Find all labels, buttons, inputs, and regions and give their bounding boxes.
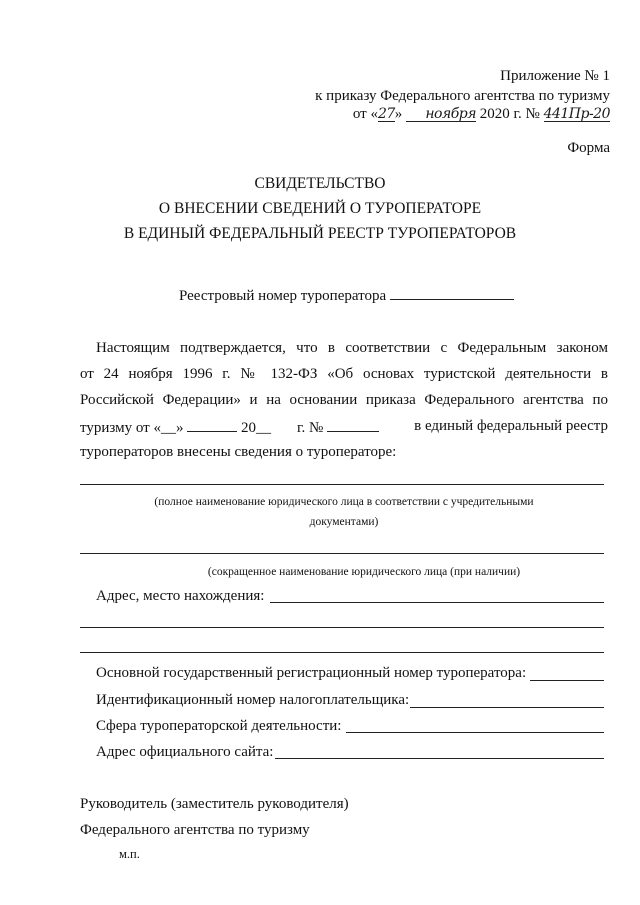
ogrn-field[interactable] xyxy=(530,680,604,681)
registry-number-row xyxy=(179,286,514,305)
address-label: Адрес, место нахождения: xyxy=(96,588,265,604)
order-year-blank[interactable]: __ xyxy=(255,420,271,436)
order-day-blank[interactable]: __ xyxy=(160,420,176,436)
registry-number-field[interactable] xyxy=(390,286,514,300)
full-name-caption-2: документами) xyxy=(309,516,379,528)
handwritten-day: 27 xyxy=(377,106,395,122)
order-date-line xyxy=(353,106,610,123)
document-subtitle-1: О ВНЕСЕНИИ СВЕДЕНИЙ О ТУРОПЕРАТОРЕ xyxy=(158,200,482,217)
inn-label: Идентификационный номер налогоплательщика: xyxy=(96,692,410,708)
paragraph-line-3: Российской Федерации» и на основании приказа Федерального агентства по xyxy=(80,392,608,408)
paragraph-line-2: от 24 ноября 1996 г. № 132-ФЗ «Об основах туристской деятельности в xyxy=(80,366,608,382)
signatory-title-1: Руководитель (заместитель руководителя) xyxy=(80,796,349,812)
website-label: Адрес официального сайта: xyxy=(96,744,274,760)
address-field[interactable] xyxy=(270,602,604,603)
registry-number-label: Реестровый номер туроператора xyxy=(179,288,387,304)
date-year: 2020 г. № xyxy=(479,106,540,122)
date-mid: » xyxy=(394,106,403,122)
order-number-field[interactable] xyxy=(327,418,379,432)
order-number-label: г. № xyxy=(297,420,324,436)
handwritten-order-number: 441Пр-20 xyxy=(543,106,610,122)
paragraph-line-1: Настоящим подтверждается, что в соответствии с Федеральным законом xyxy=(96,340,608,356)
document-subtitle-2: В ЕДИНЫЙ ФЕДЕРАЛЬНЫЙ РЕЕСТР ТУРОПЕРАТОРОВ xyxy=(123,225,517,242)
order-month-field[interactable] xyxy=(187,418,237,432)
stamp-placeholder: м.п. xyxy=(119,847,140,861)
short-name-field[interactable] xyxy=(80,553,604,554)
inn-field[interactable] xyxy=(410,707,604,708)
handwritten-month: ноября xyxy=(406,108,476,122)
date-prefix: от « xyxy=(352,106,378,122)
address-field-line-2[interactable] xyxy=(80,627,604,628)
appendix-label: Приложение № 1 xyxy=(500,68,610,84)
ogrn-label: Основной государственный регистрационный номер туроператора: xyxy=(96,665,527,681)
full-name-caption-1: (полное наименование юридического лица в соответствии с учредительными xyxy=(154,496,534,508)
document-title: СВИДЕТЕЛЬСТВО xyxy=(254,175,386,192)
full-name-field[interactable] xyxy=(80,484,604,485)
website-field[interactable] xyxy=(275,758,604,759)
order-reference: к приказу Федерального агентства по туризму xyxy=(315,88,610,104)
form-label: Форма xyxy=(567,140,610,156)
short-name-caption: (сокращенное наименование юридического лица (при наличии) xyxy=(207,566,521,578)
sphere-field[interactable] xyxy=(346,732,604,733)
signatory-title-2: Федерального агентства по туризму xyxy=(80,822,310,838)
order-date-prefix: туризму от « xyxy=(80,420,161,436)
paragraph-line-5: туроператоров внесены сведения о туроператоре: xyxy=(80,444,397,460)
paragraph-line-4a xyxy=(80,418,271,437)
paragraph-line-4b xyxy=(297,418,379,437)
address-field-line-3[interactable] xyxy=(80,652,604,653)
sphere-label: Сфера туроператорской деятельности: xyxy=(96,718,342,734)
order-date-mid: » xyxy=(175,420,184,436)
order-year-prefix: 20 xyxy=(240,420,256,436)
paragraph-line-4c: в единый федеральный реестр xyxy=(414,418,608,434)
